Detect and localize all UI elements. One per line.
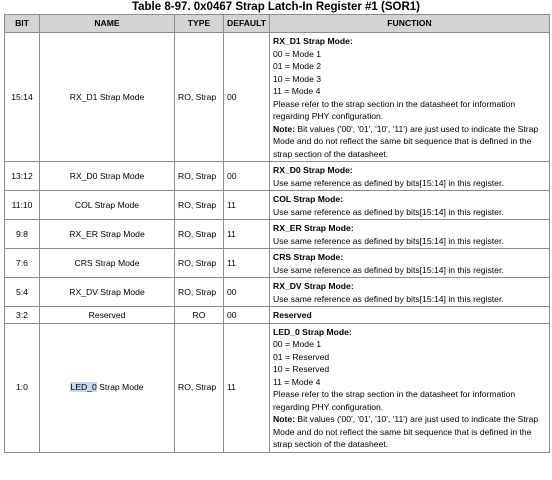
table-row bbox=[5, 278, 550, 307]
function-text: Use same reference as defined by bits[15:14] in this register. bbox=[273, 206, 504, 217]
function-cell bbox=[270, 307, 550, 324]
header-bit: BIT bbox=[5, 15, 40, 33]
function-cell bbox=[270, 191, 550, 220]
function-title: RX_ER Strap Mode: bbox=[273, 223, 354, 233]
mode-line: 00 = Mode 1 bbox=[273, 339, 322, 349]
function-cell bbox=[270, 162, 550, 191]
function-title: CRS Strap Mode: bbox=[273, 252, 344, 262]
function-cell bbox=[270, 278, 550, 307]
mode-line: 11 = Mode 4 bbox=[273, 376, 321, 387]
table-row bbox=[5, 162, 550, 191]
header-type: TYPE bbox=[175, 15, 224, 33]
function-text: Use same reference as defined by bits[15:14] in this register. bbox=[273, 235, 504, 246]
default-cell: 11 bbox=[224, 220, 270, 249]
default-cell: 00 bbox=[224, 162, 270, 191]
name-cell: Reserved bbox=[40, 307, 175, 324]
note-text bbox=[273, 123, 546, 161]
refer-text: Please refer to the strap section in the datasheet for information regarding PHY configuration. bbox=[273, 98, 516, 121]
type-cell: RO bbox=[175, 307, 224, 324]
type-cell: RO, Strap bbox=[175, 323, 224, 452]
name-rest: Strap Mode bbox=[96, 382, 144, 393]
function-text: Use same reference as defined by bits[15:14] in this register. bbox=[273, 177, 504, 188]
type-cell: RO, Strap bbox=[175, 162, 224, 191]
note-body: Bit values ('00', '01', '10', '11') are just used to indicate the Strap Mode and do not reflect the same bit sequence that is defined in the strap section of the datasheet. bbox=[273, 414, 539, 449]
default-cell: 11 bbox=[224, 249, 270, 278]
bit-cell: 11:10 bbox=[5, 191, 40, 220]
type-cell: RO, Strap bbox=[175, 220, 224, 249]
function-text: Use same reference as defined by bits[15:14] in this register. bbox=[273, 264, 504, 275]
bit-cell: 5:4 bbox=[5, 278, 40, 307]
mode-line: 01 = Mode 2 bbox=[273, 61, 322, 71]
function-cell bbox=[270, 323, 550, 452]
function-cell bbox=[270, 249, 550, 278]
header-default: DEFAULT bbox=[224, 15, 270, 33]
search-highlight: LED_0 bbox=[70, 382, 97, 393]
table-title: Table 8-97. 0x0467 Strap Latch-In Register #1 (SOR1) bbox=[131, 1, 421, 13]
name-cell: RX_D1 Strap Mode bbox=[40, 33, 175, 162]
function-title: LED_0 Strap Mode: bbox=[273, 326, 352, 337]
default-cell: 00 bbox=[224, 33, 270, 162]
default-cell: 11 bbox=[224, 191, 270, 220]
header-function: FUNCTION bbox=[270, 15, 550, 33]
bit-cell: 7:6 bbox=[5, 249, 40, 278]
function-title: RX_D1 Strap Mode: bbox=[273, 36, 353, 46]
mode-line: 10 = Mode 3 bbox=[273, 73, 322, 84]
bit-cell: 1:0 bbox=[5, 323, 40, 452]
default-cell: 00 bbox=[224, 278, 270, 307]
function-title: RX_DV Strap Mode: bbox=[273, 281, 354, 291]
default-cell: 11 bbox=[224, 323, 270, 452]
register-table bbox=[4, 14, 550, 453]
refer-text: Please refer to the strap section in the datasheet for information regarding PHY configuration. bbox=[273, 389, 516, 412]
function-title: COL Strap Mode: bbox=[273, 194, 344, 204]
note-text bbox=[273, 413, 546, 451]
default-cell: 00 bbox=[224, 307, 270, 324]
header-row bbox=[5, 15, 550, 33]
type-cell: RO, Strap bbox=[175, 278, 224, 307]
bit-cell: 15:14 bbox=[5, 33, 40, 162]
note-label: Note: bbox=[273, 123, 295, 134]
mode-line: 10 = Reserved bbox=[273, 364, 330, 374]
function-cell bbox=[270, 33, 550, 162]
name-cell: COL Strap Mode bbox=[40, 191, 175, 220]
bit-cell: 9:8 bbox=[5, 220, 40, 249]
mode-line: 01 = Reserved bbox=[273, 351, 330, 362]
table-row bbox=[5, 307, 550, 324]
table-row bbox=[5, 249, 550, 278]
function-text: Use same reference as defined by bits[15:14] in this register. bbox=[273, 293, 504, 304]
mode-line: 00 = Mode 1 bbox=[273, 48, 322, 59]
table-row bbox=[5, 220, 550, 249]
note-label: Note: bbox=[273, 414, 295, 424]
table-row bbox=[5, 323, 550, 452]
function-title: RX_D0 Strap Mode: bbox=[273, 165, 353, 175]
function-title: Reserved bbox=[273, 310, 312, 320]
type-cell: RO, Strap bbox=[175, 33, 224, 162]
name-cell: CRS Strap Mode bbox=[40, 249, 175, 278]
type-cell: RO, Strap bbox=[175, 191, 224, 220]
note-body: Bit values ('00', '01', '10', '11') are just used to indicate the Strap Mode and do not reflect the same bit sequence that is defined in the strap section of the datasheet. bbox=[273, 123, 539, 159]
type-cell: RO, Strap bbox=[175, 249, 224, 278]
table-row bbox=[5, 191, 550, 220]
mode-line: 11 = Mode 4 bbox=[273, 86, 321, 96]
name-cell: RX_D0 Strap Mode bbox=[40, 162, 175, 191]
bit-cell: 3:2 bbox=[5, 307, 40, 324]
header-name: NAME bbox=[40, 15, 175, 33]
name-cell: RX_ER Strap Mode bbox=[40, 220, 175, 249]
name-cell: RX_DV Strap Mode bbox=[40, 278, 175, 307]
table-row bbox=[5, 33, 550, 162]
name-cell bbox=[40, 323, 175, 452]
bit-cell: 13:12 bbox=[5, 162, 40, 191]
function-cell bbox=[270, 220, 550, 249]
